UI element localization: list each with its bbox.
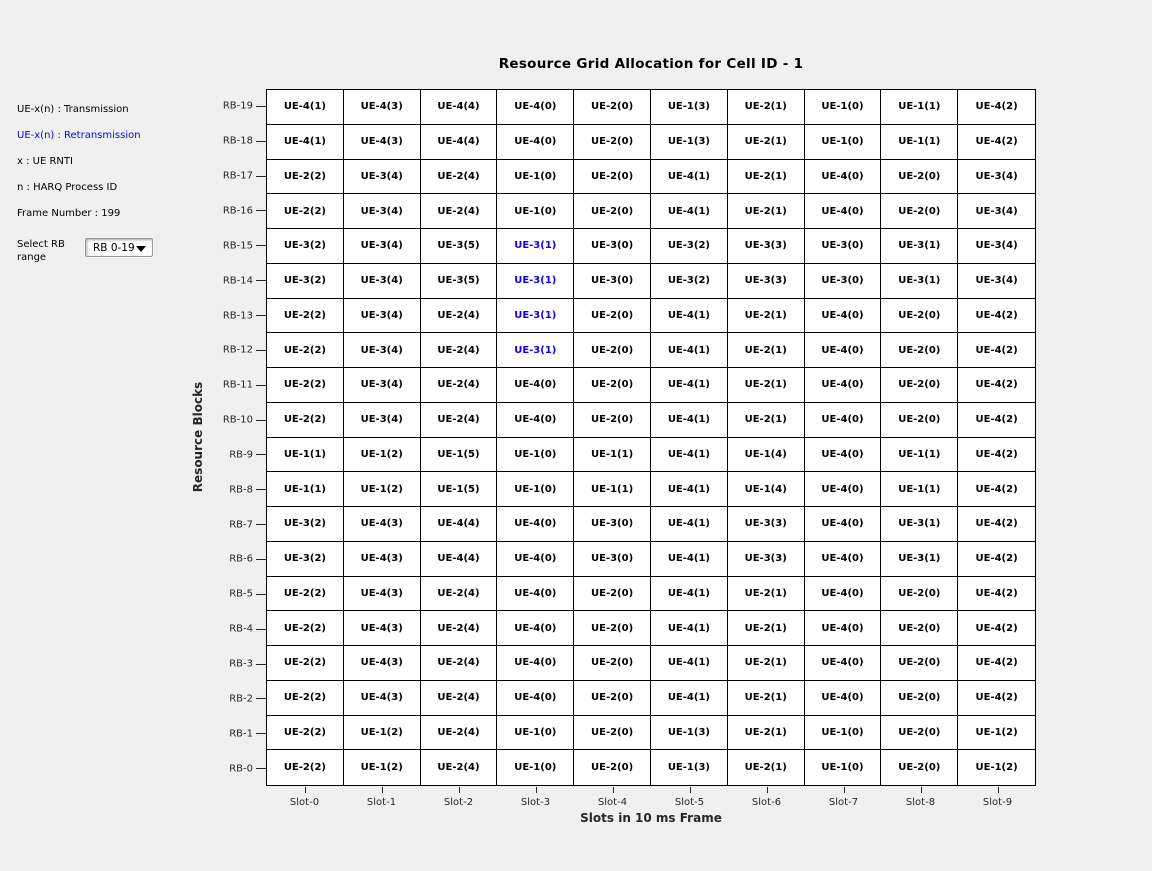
slot-tick-mark: [305, 787, 306, 793]
grid-cell: UE-3(0): [574, 264, 651, 299]
grid-cell: UE-4(2): [958, 577, 1035, 612]
grid-cell: UE-4(2): [958, 507, 1035, 542]
grid-cell: UE-4(3): [344, 542, 421, 577]
slot-tick-label: Slot-8: [905, 797, 936, 808]
rb-tick-mark: [256, 454, 266, 455]
grid-cell: UE-3(4): [344, 264, 421, 299]
rb-tick-mark: [256, 698, 266, 699]
grid-cell: UE-3(0): [574, 507, 651, 542]
grid-cell: UE-2(0): [574, 750, 651, 785]
grid-cell: UE-1(1): [574, 438, 651, 473]
grid-cell: UE-3(1): [881, 542, 958, 577]
rb-tick-mark: [256, 420, 266, 421]
grid-cell: UE-1(2): [975, 762, 1018, 774]
rb-tick-mark: [256, 594, 266, 595]
grid-cell: UE-1(2): [344, 438, 421, 473]
slot-tick-mark: [767, 787, 768, 793]
grid-cell: UE-1(0): [805, 90, 882, 125]
grid-cell: UE-1(1): [267, 438, 344, 473]
grid-cell: UE-2(1): [728, 368, 805, 403]
rb-tick-mark: [256, 350, 266, 351]
grid-cell: UE-3(3): [728, 229, 805, 264]
grid-cell: UE-4(1): [651, 194, 728, 229]
grid-cell: UE-3(0): [805, 264, 882, 299]
grid-cell: UE-1(2): [958, 716, 1035, 751]
rb-tick-label: RB-0: [229, 763, 253, 775]
grid-cell: UE-4(2): [958, 681, 1035, 716]
grid-cell: UE-4(1): [267, 125, 344, 160]
grid-cell: UE-4(2): [958, 403, 1035, 438]
slot-tick-label: Slot-1: [366, 797, 397, 808]
grid-cell: UE-2(2): [267, 750, 344, 785]
slot-tick-mark: [459, 787, 460, 793]
grid-cell: UE-1(1): [267, 472, 344, 507]
grid-cell: UE-2(2): [267, 646, 344, 681]
grid-cell: UE-1(0): [805, 125, 882, 160]
grid-cell: UE-3(2): [651, 229, 728, 264]
rb-tick-label: RB-5: [229, 588, 253, 600]
x-axis-label: Slots in 10 ms Frame: [580, 811, 722, 825]
grid-cell: UE-4(0): [805, 577, 882, 612]
grid-cell: UE-3(1): [881, 507, 958, 542]
grid-cell: UE-2(1): [728, 333, 805, 368]
rb-tick-label: RB-13: [222, 310, 253, 322]
grid-cell: UE-4(1): [651, 472, 728, 507]
grid-cell: UE-4(0): [497, 368, 574, 403]
grid-cell: UE-2(1): [728, 299, 805, 334]
rb-tick-mark: [256, 210, 266, 211]
grid-cell: UE-3(4): [958, 194, 1035, 229]
rb-tick-mark: [256, 559, 266, 560]
slot-tick-mark: [382, 787, 383, 793]
grid-cell: UE-4(3): [344, 577, 421, 612]
grid-cell: UE-4(0): [805, 472, 882, 507]
rb-tick-label: RB-8: [229, 484, 253, 496]
grid-cell: UE-4(4): [421, 542, 498, 577]
rb-tick-label: RB-1: [229, 728, 253, 740]
rb-tick-mark: [256, 280, 266, 281]
grid-cell: UE-4(2): [958, 90, 1035, 125]
grid-cell: UE-2(4): [421, 194, 498, 229]
rb-tick-label: RB-6: [229, 553, 253, 565]
grid-cell: UE-2(0): [574, 646, 651, 681]
rb-tick-label: RB-17: [222, 170, 253, 182]
grid-cell: UE-3(2): [267, 507, 344, 542]
grid-cell: UE-2(0): [574, 577, 651, 612]
grid-cell: UE-1(0): [805, 716, 882, 751]
grid-cell: UE-2(4): [421, 716, 498, 751]
grid-cell: UE-2(1): [728, 646, 805, 681]
rb-tick-mark: [256, 524, 266, 525]
slot-tick-label: Slot-4: [597, 797, 628, 808]
slot-tick-label: Slot-2: [443, 797, 474, 808]
rb-tick-label: RB-7: [229, 519, 253, 531]
rb-range-dropdown-value: RB 0-19: [93, 241, 135, 254]
grid-cell: UE-2(0): [574, 681, 651, 716]
grid-cell: UE-4(0): [805, 681, 882, 716]
grid-cell: UE-4(2): [958, 125, 1035, 160]
slot-tick-mark: [844, 787, 845, 793]
rb-tick-mark: [256, 489, 266, 490]
slot-tick-mark: [921, 787, 922, 793]
slot-tick-label: Slot-7: [828, 797, 859, 808]
grid-cell: UE-2(1): [728, 160, 805, 195]
grid-cell: UE-4(0): [497, 125, 574, 160]
slot-tick-mark: [998, 787, 999, 793]
grid-cell: UE-4(0): [497, 681, 574, 716]
grid-cell: UE-2(0): [881, 611, 958, 646]
grid-cell: UE-4(0): [805, 646, 882, 681]
grid-cell: UE-4(2): [958, 299, 1035, 334]
rb-tick-label: RB-3: [229, 658, 253, 670]
grid-cell: UE-3(0): [574, 229, 651, 264]
grid-cell: UE-2(1): [728, 577, 805, 612]
grid-cell: UE-4(0): [497, 507, 574, 542]
grid-cell: UE-1(0): [805, 750, 882, 785]
grid-cell: UE-2(2): [267, 194, 344, 229]
grid-cell: UE-3(1): [497, 333, 574, 368]
grid-cell: UE-1(3): [651, 125, 728, 160]
grid-cell: UE-2(4): [421, 403, 498, 438]
grid-cell: UE-2(1): [728, 681, 805, 716]
grid-cell: UE-2(0): [574, 194, 651, 229]
rb-tick-label: RB-10: [222, 414, 253, 426]
rb-tick-mark: [256, 106, 266, 107]
grid-cell: UE-3(1): [881, 229, 958, 264]
grid-cell: UE-3(3): [728, 542, 805, 577]
grid-cell: UE-2(0): [574, 299, 651, 334]
grid-cell: UE-3(3): [728, 507, 805, 542]
grid-cell: UE-1(0): [497, 472, 574, 507]
grid-cell: UE-4(0): [805, 160, 882, 195]
grid-cell: UE-3(1): [497, 264, 574, 299]
grid-cell: UE-2(2): [267, 716, 344, 751]
grid-cell: UE-4(0): [805, 611, 882, 646]
grid-cell: UE-3(1): [497, 229, 574, 264]
legend-rnti-note: x : UE RNTI: [17, 156, 73, 167]
grid-cell: UE-1(0): [497, 438, 574, 473]
grid-cell: UE-2(1): [728, 403, 805, 438]
rb-tick-label: RB-19: [222, 100, 253, 112]
grid-cell: UE-1(2): [344, 750, 421, 785]
rb-tick-label: RB-16: [222, 205, 253, 217]
grid-cell: UE-4(3): [344, 681, 421, 716]
grid-cell: UE-2(0): [881, 750, 958, 785]
rb-tick-mark: [256, 245, 266, 246]
grid-cell: UE-2(2): [267, 368, 344, 403]
grid-cell: UE-4(0): [497, 90, 574, 125]
grid-cell: UE-4(0): [497, 611, 574, 646]
grid-cell: UE-2(2): [267, 299, 344, 334]
grid-cell: UE-2(0): [881, 333, 958, 368]
legend-retransmission: UE-x(n) : Retransmission: [17, 130, 141, 141]
rb-tick-mark: [256, 629, 266, 630]
grid-cell: UE-2(4): [421, 160, 498, 195]
grid-cell: UE-2(4): [421, 368, 498, 403]
grid-cell: UE-4(0): [805, 438, 882, 473]
select-rb-range-label-line2: range: [17, 252, 47, 263]
chart-title: Resource Grid Allocation for Cell ID - 1: [498, 56, 804, 72]
grid-cell: UE-4(1): [651, 507, 728, 542]
grid-cell: UE-2(0): [881, 681, 958, 716]
grid-cell: UE-4(1): [651, 542, 728, 577]
grid-cell: UE-1(1): [881, 90, 958, 125]
grid-cell: UE-3(4): [344, 299, 421, 334]
grid-cell: UE-2(1): [728, 90, 805, 125]
grid-cell: UE-4(4): [421, 90, 498, 125]
grid-cell: UE-1(0): [497, 716, 574, 751]
grid-cell: UE-2(0): [881, 403, 958, 438]
select-rb-range-label-line1: Select RB: [17, 239, 65, 250]
grid-cell: UE-4(0): [497, 542, 574, 577]
rb-tick-label: RB-12: [222, 344, 253, 356]
slot-tick-label: Slot-3: [520, 797, 551, 808]
grid-cell: UE-2(0): [574, 160, 651, 195]
grid-cell: UE-4(3): [344, 90, 421, 125]
grid-cell: UE-3(3): [728, 264, 805, 299]
grid-cell: UE-3(4): [344, 229, 421, 264]
grid-cell: UE-2(0): [574, 368, 651, 403]
allocation-grid: [266, 89, 1036, 786]
rb-tick-mark: [256, 176, 266, 177]
grid-cell: UE-1(3): [651, 90, 728, 125]
grid-cell: UE-3(0): [805, 229, 882, 264]
grid-cell: UE-2(4): [421, 750, 498, 785]
grid-cell: UE-4(3): [344, 507, 421, 542]
grid-cell: UE-3(2): [267, 264, 344, 299]
grid-cell: UE-2(0): [574, 403, 651, 438]
grid-cell: UE-3(2): [267, 229, 344, 264]
grid-cell: UE-2(4): [421, 611, 498, 646]
grid-cell: UE-2(4): [421, 299, 498, 334]
grid-cell: UE-2(4): [421, 646, 498, 681]
grid-cell: UE-4(1): [651, 577, 728, 612]
rb-tick-mark: [256, 385, 266, 386]
grid-cell: UE-4(0): [805, 542, 882, 577]
grid-cell: UE-3(2): [651, 264, 728, 299]
grid-cell: UE-1(1): [881, 438, 958, 473]
slot-tick-mark: [690, 787, 691, 793]
grid-cell: UE-4(1): [651, 160, 728, 195]
rb-tick-label: RB-2: [229, 693, 253, 705]
grid-cell: UE-2(0): [881, 716, 958, 751]
grid-cell: UE-4(2): [958, 368, 1035, 403]
select-rb-range-label: [17, 238, 83, 263]
grid-cell: UE-2(0): [574, 125, 651, 160]
rb-tick-mark: [256, 768, 266, 769]
grid-cell: UE-2(0): [574, 611, 651, 646]
grid-cell: UE-2(1): [728, 194, 805, 229]
rb-tick-label: RB-14: [222, 275, 253, 287]
grid-cell: UE-3(4): [958, 160, 1035, 195]
grid-cell: UE-2(0): [881, 368, 958, 403]
grid-cell: UE-4(1): [651, 403, 728, 438]
grid-cell: UE-3(5): [421, 229, 498, 264]
grid-cell: UE-4(4): [421, 507, 498, 542]
grid-cell: UE-4(2): [958, 646, 1035, 681]
grid-cell: UE-4(1): [267, 90, 344, 125]
grid-cell: UE-4(1): [651, 299, 728, 334]
rb-tick-mark: [256, 733, 266, 734]
grid-cell: UE-3(4): [344, 160, 421, 195]
grid-cell: UE-4(2): [958, 438, 1035, 473]
rb-tick-label: RB-18: [222, 135, 253, 147]
grid-cell: UE-2(0): [881, 299, 958, 334]
grid-cell: UE-2(0): [881, 646, 958, 681]
grid-cell: UE-4(0): [805, 299, 882, 334]
slot-tick-label: Slot-5: [674, 797, 705, 808]
grid-cell: UE-4(1): [651, 438, 728, 473]
slot-tick-mark: [613, 787, 614, 793]
grid-cell: UE-2(4): [421, 333, 498, 368]
frame-number-label: Frame Number : 199: [17, 208, 121, 219]
grid-cell: UE-4(3): [344, 125, 421, 160]
grid-cell: UE-4(2): [958, 472, 1035, 507]
grid-cell: UE-2(1): [728, 750, 805, 785]
grid-cell: UE-1(5): [421, 472, 498, 507]
grid-cell: UE-4(2): [958, 333, 1035, 368]
grid-cell: UE-4(1): [651, 681, 728, 716]
rb-tick-label: RB-9: [229, 449, 253, 461]
chevron-down-icon: [136, 246, 146, 252]
grid-cell: UE-4(3): [344, 611, 421, 646]
grid-cell: UE-2(2): [267, 611, 344, 646]
grid-cell: UE-4(4): [421, 125, 498, 160]
grid-cell: UE-2(1): [728, 125, 805, 160]
grid-cell: UE-2(0): [881, 577, 958, 612]
grid-cell: UE-2(4): [421, 681, 498, 716]
grid-cell: UE-3(4): [344, 194, 421, 229]
grid-cell: UE-1(4): [728, 472, 805, 507]
grid-cell: UE-4(1): [651, 611, 728, 646]
grid-cell: UE-3(4): [344, 333, 421, 368]
grid-cell: UE-4(2): [958, 542, 1035, 577]
rb-tick-label: RB-15: [222, 240, 253, 252]
grid-cell: UE-3(4): [958, 264, 1035, 299]
grid-cell: UE-1(1): [881, 472, 958, 507]
slot-tick-mark: [536, 787, 537, 793]
grid-cell: UE-4(0): [805, 507, 882, 542]
grid-cell: UE-3(4): [344, 403, 421, 438]
y-axis-label: Resource Blocks: [191, 381, 205, 493]
grid-cell: UE-2(0): [574, 333, 651, 368]
legend-harq-note: n : HARQ Process ID: [17, 182, 118, 193]
grid-cell: UE-4(2): [958, 611, 1035, 646]
grid-cell: UE-4(3): [344, 646, 421, 681]
grid-cell: UE-3(1): [497, 299, 574, 334]
legend-transmission: UE-x(n) : Transmission: [17, 104, 129, 115]
grid-cell: UE-2(2): [267, 681, 344, 716]
grid-cell: UE-2(0): [881, 160, 958, 195]
grid-cell: UE-3(5): [421, 264, 498, 299]
grid-cell: UE-3(0): [574, 542, 651, 577]
grid-cell: UE-4(0): [497, 577, 574, 612]
grid-cell: UE-2(2): [267, 403, 344, 438]
grid-cell: UE-2(1): [728, 611, 805, 646]
grid-cell: UE-3(1): [881, 264, 958, 299]
grid-cell: UE-4(0): [497, 646, 574, 681]
rb-tick-label: RB-4: [229, 623, 253, 635]
grid-cell: UE-1(1): [574, 472, 651, 507]
grid-cell: UE-4(0): [497, 403, 574, 438]
slot-tick-label: Slot-0: [289, 797, 320, 808]
grid-cell: UE-1(4): [728, 438, 805, 473]
rb-range-dropdown[interactable]: [85, 238, 153, 257]
rb-tick-mark: [256, 315, 266, 316]
grid-cell: UE-2(1): [728, 716, 805, 751]
grid-cell: UE-3(4): [958, 229, 1035, 264]
slot-tick-label: Slot-6: [751, 797, 782, 808]
slot-tick-label: Slot-9: [982, 797, 1013, 808]
grid-cell: UE-1(3): [651, 750, 728, 785]
grid-cell: UE-4(1): [651, 333, 728, 368]
grid-cell: UE-1(0): [497, 750, 574, 785]
grid-cell: UE-1(0): [497, 160, 574, 195]
grid-cell: UE-4(1): [651, 368, 728, 403]
grid-cell: UE-4(0): [805, 194, 882, 229]
grid-cell: UE-4(0): [805, 333, 882, 368]
grid-cell: UE-1(2): [344, 472, 421, 507]
grid-cell: UE-4(0): [805, 403, 882, 438]
grid-cell: UE-1(1): [881, 125, 958, 160]
grid-cell: UE-3(4): [344, 368, 421, 403]
rb-tick-label: RB-11: [222, 379, 253, 391]
grid-cell: UE-2(2): [267, 577, 344, 612]
grid-cell: UE-4(0): [805, 368, 882, 403]
grid-cell: UE-1(3): [651, 716, 728, 751]
rb-tick-mark: [256, 141, 266, 142]
grid-cell: UE-2(2): [267, 160, 344, 195]
grid-cell: UE-2(0): [574, 716, 651, 751]
grid-cell: UE-4(1): [651, 646, 728, 681]
grid-cell: UE-1(5): [421, 438, 498, 473]
grid-cell: UE-2(0): [881, 194, 958, 229]
grid-cell: UE-2(2): [267, 333, 344, 368]
grid-cell: UE-3(2): [267, 542, 344, 577]
grid-cell: UE-1(0): [497, 194, 574, 229]
rb-tick-mark: [256, 664, 266, 665]
grid-cell: UE-1(2): [344, 716, 421, 751]
grid-cell: UE-2(0): [574, 90, 651, 125]
grid-cell: UE-2(4): [421, 577, 498, 612]
